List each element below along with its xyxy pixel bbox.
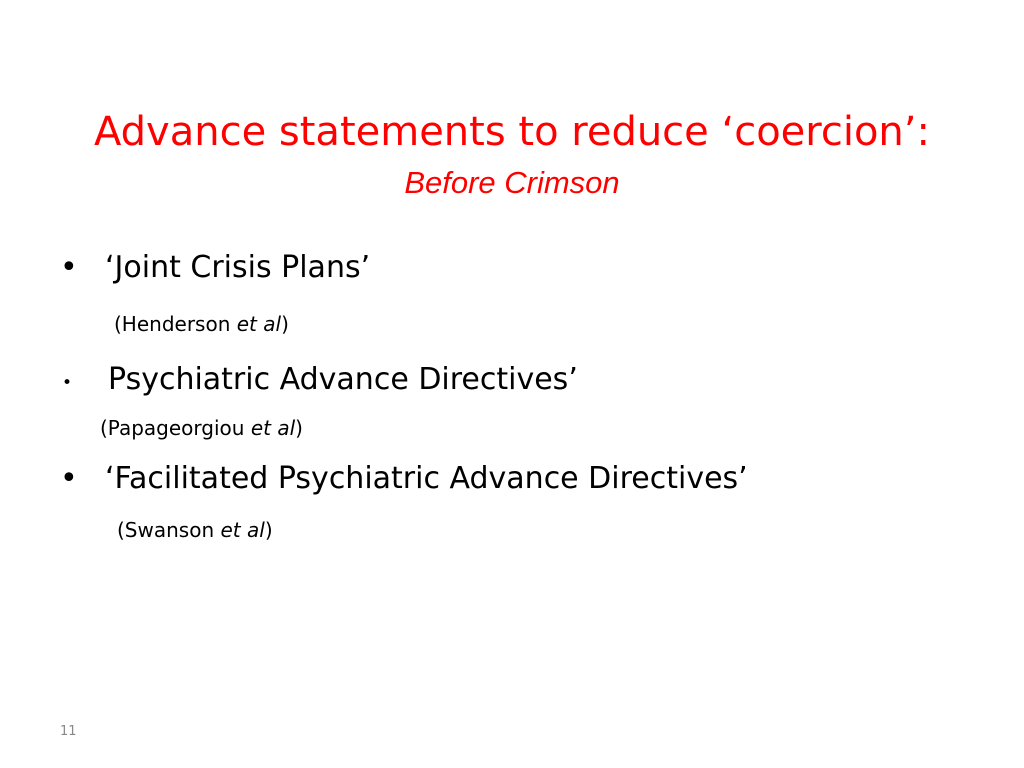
slide-title: Advance statements to reduce ‘coercion’: xyxy=(94,109,930,155)
list-item-citation xyxy=(117,518,273,542)
page-number: 11 xyxy=(60,724,77,739)
slide-subtitle: Before Crimson xyxy=(404,165,620,200)
list-item: ‘Joint Crisis Plans’ xyxy=(105,250,371,285)
citation-close: ) xyxy=(264,518,273,542)
citation-et-al: et al xyxy=(250,416,296,440)
list-item-citation xyxy=(100,416,303,440)
list-item: Psychiatric Advance Directives’ xyxy=(108,362,578,397)
citation-close: ) xyxy=(295,416,303,440)
bullet-icon: • xyxy=(60,461,78,496)
citation-author: (Swanson xyxy=(117,518,221,542)
list-item: ‘Facilitated Psychiatric Advance Directives’ xyxy=(105,461,748,496)
citation-et-al: et al xyxy=(236,312,282,336)
citation-author: (Henderson xyxy=(114,312,237,336)
citation-et-al: et al xyxy=(220,518,265,542)
bullet-icon: • xyxy=(62,373,73,393)
bullet-icon: • xyxy=(60,250,78,285)
list-item-citation xyxy=(114,312,289,336)
citation-close: ) xyxy=(281,312,289,336)
citation-author: (Papageorgiou xyxy=(100,416,251,440)
